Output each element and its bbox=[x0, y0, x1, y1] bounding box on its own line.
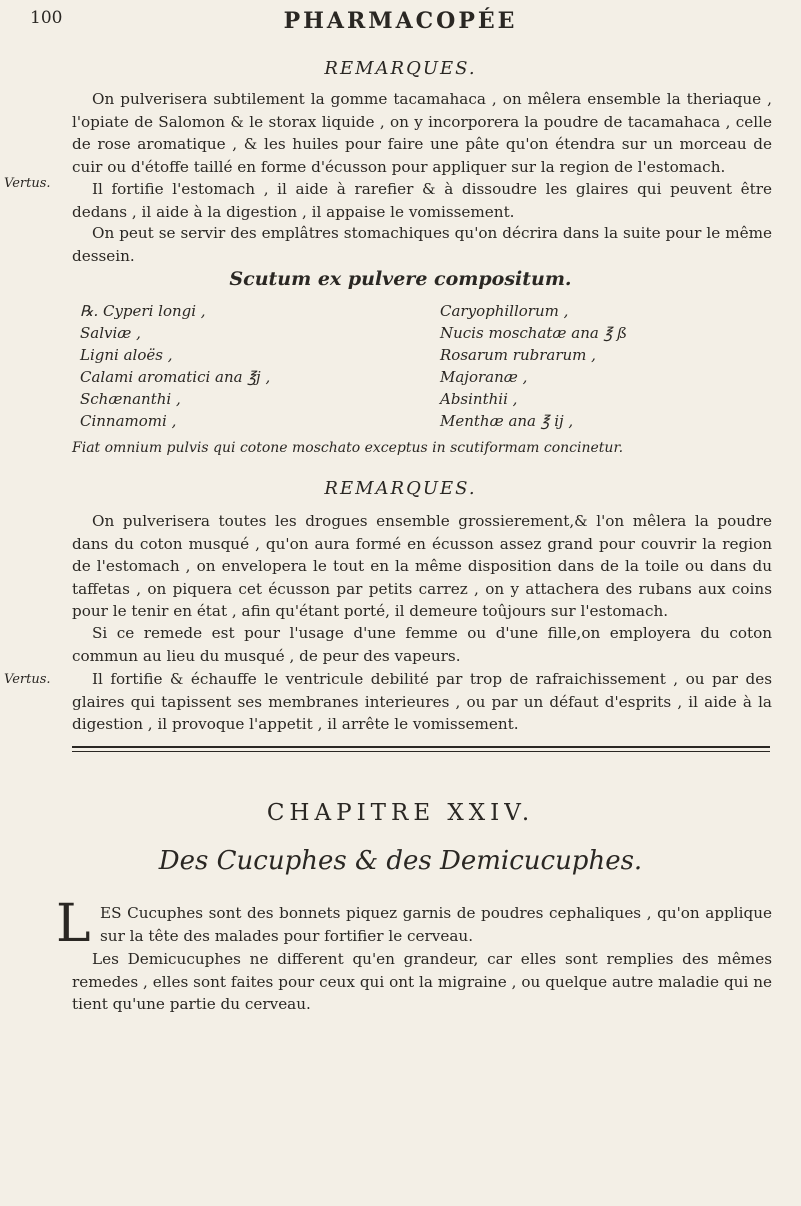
recipe-ingredients-right bbox=[440, 300, 627, 432]
ingredient: Absinthii , bbox=[440, 390, 518, 408]
paragraph-virtues: Il fortifie l'estomach , il aide à rarefier & à dissoudre les glaires qui peuvent être dedans , il aide à la digestion , il appaise le vomissement. bbox=[72, 180, 772, 221]
page-number: 100 bbox=[30, 8, 63, 28]
paragraph-preparation-2: On pulverisera toutes les drogues ensemble grossierement,& l'on mêlera la poudre dans du coton musqué , qu'on aura formé en écusson assez grand pour couvrir la region de l'estomach , on envelopera le tout en la même disposition dans de la toile ou dans du taffetas , on piquera cet écusson par petits carrez , on y attachera des rubans aux coins pour le tenir en état , afin qu'étant porté, il demeure toûjours sur l'estomach. bbox=[72, 512, 772, 620]
ingredient: Salviæ , bbox=[80, 324, 141, 342]
running-header bbox=[20, 8, 781, 44]
remarques-heading-1: REMARQUES. bbox=[324, 58, 477, 79]
recipe-instruction: Fiat omnium pulvis qui cotone moschato exceptus in scutiformam concinetur. bbox=[72, 440, 624, 456]
remarques-heading-2: REMARQUES. bbox=[324, 478, 477, 499]
paragraph-alternative: On peut se servir des emplâtres stomachiques qu'on décrira dans la suite pour le même dessein. bbox=[72, 224, 772, 265]
margin-note-vertus-2: Vertus. bbox=[4, 672, 51, 687]
ingredient: Ligni aloës , bbox=[80, 346, 173, 364]
paragraph-preparation: On pulverisera subtilement la gomme tacamahaca , on mêlera ensemble la theriaque , l'opiate de Salomon & le storax liquide , on y incorporera la poudre de tacamahaca , celle de rose aromatique , & les huiles pour faire une pâte qu'on étendra sur un morceau de cuir ou d'étoffe taillé en forme d'écusson pour appliquer sur la region de l'estomach. bbox=[72, 90, 772, 176]
drop-cap: L bbox=[56, 894, 91, 954]
paragraph-cucuphes: ES Cucuphes sont des bonnets piquez garnis de poudres cephaliques , qu'on applique sur la tête des malades pour fortifier le cerveau. bbox=[100, 904, 772, 945]
ingredient: Nucis moschatæ ana ℥ ß bbox=[440, 324, 628, 342]
margin-note-vertus-1: Vertus. bbox=[4, 176, 51, 191]
chapter-title: Des Cucuphes & des Demicucuphes. bbox=[158, 846, 643, 876]
recipe-title: Scutum ex pulvere compositum. bbox=[229, 268, 572, 290]
paragraph-virtues-2: Il fortifie & échauffe le ventricule debilité par trop de rafraichissement , ou par des glaires qui tapissent ses membranes interieures , ou par un défaut d'esprits , il aide à la digestion , il provoque l'appetit , il arrête le vomissement. bbox=[72, 670, 772, 733]
ingredient: Cinnamomi , bbox=[80, 412, 177, 430]
ingredient: Caryophillorum , bbox=[440, 302, 569, 320]
running-title: PHARMACOPÉE bbox=[283, 8, 518, 34]
recipe-ingredients-left bbox=[80, 300, 270, 432]
section-divider bbox=[72, 746, 770, 752]
paragraph-demicucuphes: Les Demicucuphes ne different qu'en grandeur, car elles sont remplies des mêmes remedes , elles sont faites pour ceux qui ont la migraine , ou quelque autre maladie qui ne tient qu'une partie du cerveau. bbox=[72, 950, 772, 1013]
ingredient: Rosarum rubrarum , bbox=[440, 346, 596, 364]
chapter-number: CHAPITRE XXIV. bbox=[266, 800, 535, 826]
ingredient: Calami aromatici ana ℥j , bbox=[80, 368, 271, 386]
ingredient: Menthæ ana ℥ ij , bbox=[440, 412, 574, 430]
paragraph-usage-note: Si ce remede est pour l'usage d'une femme ou d'une fille,on employera du coton commun au lieu du musqué , de peur des vapeurs. bbox=[72, 624, 772, 665]
ingredient: ℞. Cyperi longi , bbox=[80, 302, 206, 320]
ingredient: Majoranæ , bbox=[440, 368, 528, 386]
ingredient: Schænanthi , bbox=[80, 390, 181, 408]
